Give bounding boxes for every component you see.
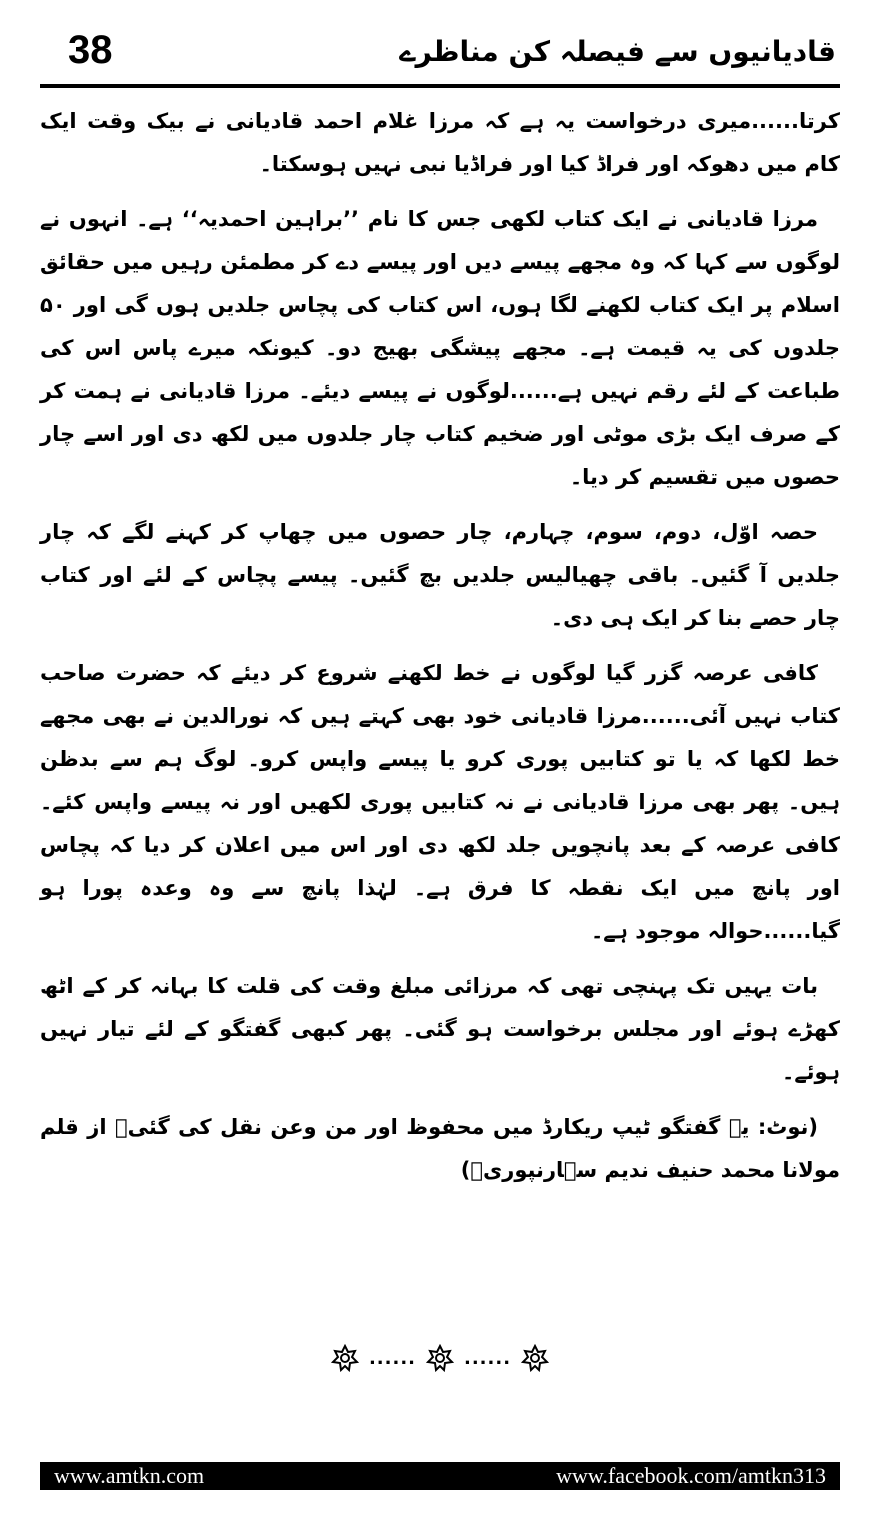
body-text	[40, 100, 840, 1330]
footer-website-link[interactable]: www.amtkn.com	[54, 1463, 205, 1488]
page-footer	[40, 1462, 840, 1490]
page-number: 38	[68, 28, 113, 72]
paragraph: بات یہیں تک پہنچی تھی کہ مرزائی مبلغ وقت کی قلت کا بہانہ کر کے اٹھ کھڑے ہوئے اور مجلس برخواست ہو گئی۔ پھر کبھی گفتگو کے لئے تیار نہیں ہوئے۔	[40, 974, 840, 1084]
star-ornament-icon	[426, 1344, 454, 1372]
paragraph: حصہ اوّل، دوم، سوم، چہارم، چار حصوں میں چھاپ کر کہنے لگے کہ چار جلدیں آ گئیں۔ باقی چھیالیس جلدیں بچ گئیں۔ پیسے پچاس کے لئے اور کتاب چار حصے بنا کر ایک ہی دی۔	[40, 520, 840, 630]
running-title: قادیانیوں سے فیصلہ کن مناظرے	[399, 35, 836, 68]
ornament-dots: ......	[368, 1347, 416, 1369]
header-rule	[40, 84, 840, 88]
paragraph: کرتا......میری درخواست یہ ہے کہ مرزا غلام احمد قادیانی نے بیک وقت ایک کام میں دھوکہ اور فراڈ کیا اور فراڈیا نبی نہیں ہوسکتا۔	[40, 109, 840, 176]
star-ornament-icon	[331, 1344, 359, 1372]
ornament-dots: ......	[464, 1347, 512, 1369]
paragraph: کافی عرصہ گزر گیا لوگوں نے خط لکھنے شروع کر دیئے کہ حضرت صاحب کتاب نہیں آئی......مرزا قادیانی خود بھی کہتے ہیں کہ نورالدین نے بھی مجھے خط لکھا کہ یا تو کتابیں پوری کرو یا پیسے واپس کرو۔ لوگ ہم سے بدظن ہیں۔ پھر بھی مرزا قادیانی نے نہ کتابیں پوری لکھیں اور نہ پیسے واپس کئے۔ کافی عرصہ کے بعد پانچویں جلد لکھ دی اور اس میں اعلان کر دیا کہ پچاس اور پانچ میں ایک نقطہ کا فرق ہے۔ لہٰذا پانچ سے وہ وعدہ پورا ہو گیا......حوالہ موجود ہے۔	[40, 661, 840, 943]
note-paragraph: (نوٹ: یہ گفتگو ٹیپ ریکارڈ میں محفوظ اور من وعن نقل کی گئی۔ از قلم مولانا محمد حنیف ندیم سہارنپوریؒ)	[40, 1115, 840, 1182]
paragraph: مرزا قادیانی نے ایک کتاب لکھی جس کا نام ’’براہین احمدیہ‘‘ ہے۔ انہوں نے لوگوں سے کہا کہ وہ مجھے پیسے دیں اور پیسے دے کر مطمئن رہیں میں حقائق اسلام پر ایک کتاب لکھنے لگا ہوں، اس کتاب کی پچاس جلدیں ہوں گی اور ۵۰ جلدوں کی یہ قیمت ہے۔ مجھے پیشگی بھیج دو۔ کیونکہ میرے پاس اس کی طباعت کے لئے رقم نہیں ہے......لوگوں نے پیسے دیئے۔ مرزا قادیانی نے ہمت کر کے صرف ایک بڑی موٹی اور ضخیم کتاب چار جلدوں میں لکھ دی اور اسے چار حصوں میں تقسیم کر دیا۔	[40, 207, 841, 489]
star-ornament-icon	[521, 1344, 549, 1372]
section-end-ornament	[300, 1340, 580, 1376]
footer-facebook-link[interactable]: www.facebook.com/amtkn313	[556, 1463, 826, 1488]
page-header	[40, 22, 840, 84]
